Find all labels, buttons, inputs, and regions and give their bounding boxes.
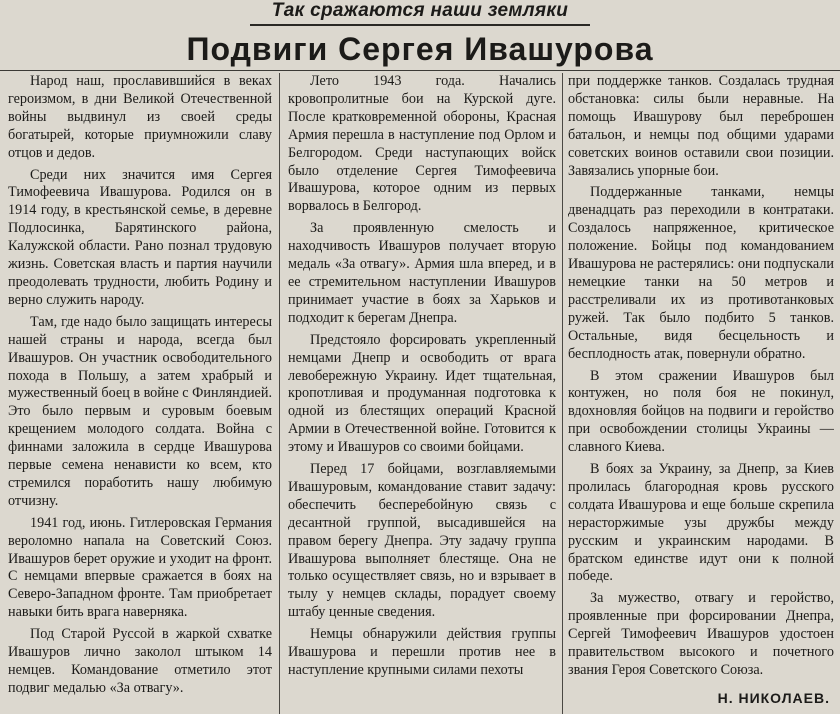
article-column-1 (8, 73, 272, 713)
paragraph: Под Старой Руссой в жаркой схватке Ивашуров лично заколол штыком 14 немцев. Командование отметило этот подвиг медалью «За отвагу». (8, 626, 272, 696)
column-divider (562, 73, 563, 714)
paragraph: 1941 год, июнь. Гитлеровская Германия вероломно напала на Советский Союз. Ивашуров берет оружие и уходит на фронт. С немцами впервые сражается в боях на Северо-Западном фронте. Там приобретает навыки бить врага наверняка. (8, 514, 272, 621)
article-column-2 (288, 73, 556, 713)
paragraph: Среди них значится имя Сергея Тимофеевича Ивашурова. Родился он в 1914 году, в крестьянской семье, в деревне Подлосинка, Барятинского района, Калужской области. Рано познал трудовую жизнь. Советская власть и партия научили преодолевать трудности, любить Родину и верно служить народу. (8, 166, 272, 308)
paragraph: Там, где надо было защищать интересы нашей страны и народа, всегда был Ивашуров. Он участник освободительного похода в Польшу, а затем храбрый и мужественный боец в войне с Финляндией. Это было первым и суровым боевым крещением молодого солдата. Война с финнами заложила в сердце Ивашурова первые семена ненависти ко всем, кто стремился поработить нашу любимую отчизну. (8, 313, 272, 509)
paragraph: Немцы обнаружили действия группы Ивашурова и перешли против нее в наступление крупными силами пехоты (288, 626, 556, 678)
paragraph: В боях за Украину, за Днепр, за Киев пролилась благородная кровь русского солдата Ивашурова и еще больше скрепила нерасторжимые узы дружбы между русским и украинским народами. В братском единстве идут они к полной победе. (568, 461, 834, 585)
paragraph: Предстояло форсировать укрепленный немцами Днепр и освободить от врага левобережную Украину. Идет тщательная, кропотливая и продуманная подготовка к одной из блестящих операций Красной Армии в Отечественной войне. Готовится к этому и Ивашуров со своими бойцами. (288, 331, 556, 456)
rubric-heading: Так сражаются наши земляки (250, 0, 590, 26)
paragraph: Поддержанные танками, немцы двенадцать раз переходили в контратаки. Создалось напряженное, критическое положение. Бойцы под командованием Ивашурова не растерялись: они подпускали немецкие танки на 50 метров и расстреливали их из противотанковых ружей. Так было подбито 5 танков. Остальные, видя бесцельность и бесплодность атак, повернули обратно. (568, 184, 834, 362)
paragraph: За мужество, отвагу и геройство, проявленные при форсировании Днепра, Сергей Тимофеевич Ивашуров удостоен правительством высокого и почетного звания Героя Советского Союза. (568, 590, 834, 678)
article-headline: Подвиги Сергея Ивашурова (186, 31, 654, 67)
paragraph: при поддержке танков. Создалась трудная обстановка: силы были неравные. На помощь Ивашурову был переброшен батальон, и немцы под общими ударами советских воинов оставили свои позиции. Завязались упорные бои. (568, 73, 834, 179)
author-signature: Н. НИКОЛАЕВ. (717, 690, 830, 706)
paragraph: Лето 1943 года. Начались кровопролитные бои на Курской дуге. После кратковременной обороны, Красная Армия перешла в наступление под Орлом и Белгородом. Среди наступающих войск было отделение Сергея Тимофеевича Ивашурова, которое одним из первых ворвалось в Белгород. (288, 73, 556, 215)
paragraph: Народ наш, прославившийся в веках героизмом, в дни Великой Отечественной войны выдвинул из своей среды богатырей, которые приумножили славу отцов и дедов. (8, 73, 272, 161)
article-column-3 (568, 73, 834, 713)
paragraph: Перед 17 бойцами, возглавляемыми Ивашуровым, командование ставит задачу: обеспечить бесперебойную связь с десантной группой, высадившейся на правом берегу Днепра. Эту задачу группа Ивашурова выполняет блестяще. Она не только осуществляет связь, но и взрывает в тылу у немцев склады, порадует своему штабу ценные сведения. (288, 461, 556, 621)
header-rule (0, 70, 840, 71)
paragraph: За проявленную смелость и находчивость Ивашуров получает вторую медаль «За отвагу». Армия шла вперед, и в ее стремительном наступлении Ивашуров принимает участие в боях за Харьков и подходит к берегам Днепра. (288, 220, 556, 326)
paragraph: В этом сражении Ивашуров был контужен, но поля боя не покинул, вдохновляя бойцов на подвиги и геройство при освобождении столицы Украины — славного Киева. (568, 367, 834, 456)
column-divider (279, 73, 280, 714)
